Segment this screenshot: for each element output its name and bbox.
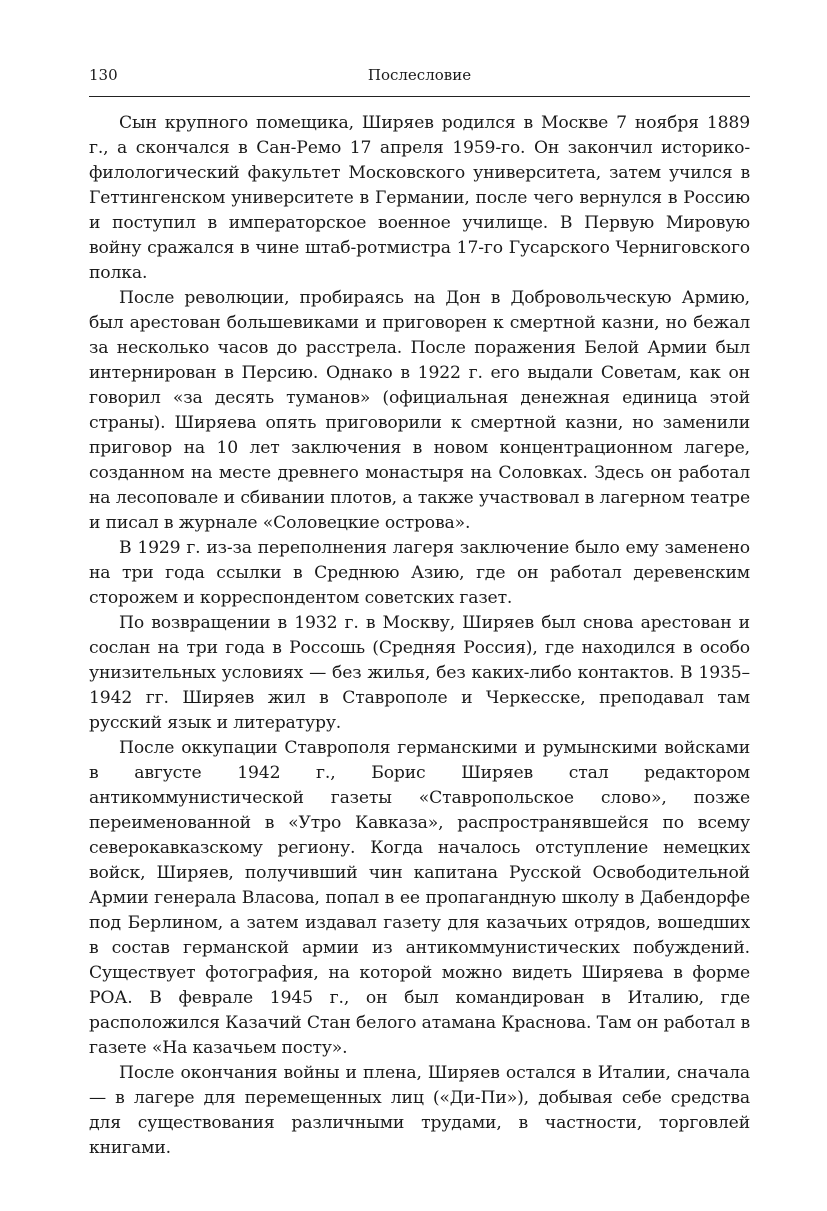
body-text bbox=[89, 111, 750, 1161]
page-number: 130 bbox=[89, 66, 118, 84]
paragraph: По возвращении в 1932 г. в Москву, Ширяев был снова арестован и сослан на три года в Россошь (Средняя Россия), где находился в особо унизительных условиях — без жилья, без каких-либо контактов. В 1935–1942 гг. Ширяев жил в Ставрополе и Черкесске, преподавал там русский язык и литературу. bbox=[89, 613, 750, 733]
paragraph: В 1929 г. из-за переполнения лагеря заключение было ему заменено на три года ссылки в Среднюю Азию, где он работал деревенским сторожем и корреспондентом советских газет. bbox=[89, 538, 750, 608]
paragraph: После оккупации Ставрополя германскими и румынскими войсками в августе 1942 г., Борис Ширяев стал редактором антикоммунистической газеты «Ставропольское слово», позже переименованной в «Утро Кавказа», распространявшейся по всему северокавказскому региону. Когда началось отступление немецких войск, Ширяев, получивший чин капитана Русской Освободительной Армии генерала Власова, попал в ее пропагандную школу в Дабендорфе под Берлином, а затем издавал газету для казачьих отрядов, вошедших в состав германской армии из антикоммунистических побуждений. Существует фотография, на которой можно видеть Ширяева в форме РОА. В феврале 1945 г., он был командирован в Италию, где расположился Казачий Стан белого атамана Краснова. Там он работал в газете «На казачьем посту». bbox=[89, 738, 750, 1058]
running-head bbox=[89, 60, 750, 90]
section-title: Послесловие bbox=[367, 66, 472, 84]
header-rule bbox=[89, 96, 750, 97]
paragraph: Сын крупного помещика, Ширяев родился в Москве 7 ноября 1889 г., а скончался в Сан-Ремо 17 апреля 1959-го. Он закончил историко-филологический факультет Московского университета, затем учился в Геттингенском университете в Германии, после чего вернулся в Россию и поступил в императорское военное училище. В Первую Мировую войну сражался в чине штаб-ротмистра 17-го Гусарского Черниговского полка. bbox=[89, 113, 750, 283]
paragraph: После революции, пробираясь на Дон в Добровольческую Армию, был арестован большевиками и приговорен к смертной казни, но бежал за несколько часов до расстрела. После поражения Белой Армии был интернирован в Персию. Однако в 1922 г. его выдали Советам, как он говорил «за десять туманов» (официальная денежная единица этой страны). Ширяева опять приговорили к смертной казни, но заменили приговор на 10 лет заключения в новом концентрационном лагере, созданном на месте древнего монастыря на Соловках. Здесь он работал на лесоповале и сбивании плотов, а также участвовал в лагерном театре и писал в журнале «Соловецкие острова». bbox=[89, 288, 750, 533]
book-page bbox=[89, 60, 750, 1161]
paragraph: После окончания войны и плена, Ширяев остался в Италии, сначала — в лагере для перемещенных лиц («Ди-Пи»), добывая себе средства для существования различными трудами, в частности, торговлей книгами. bbox=[89, 1063, 750, 1158]
